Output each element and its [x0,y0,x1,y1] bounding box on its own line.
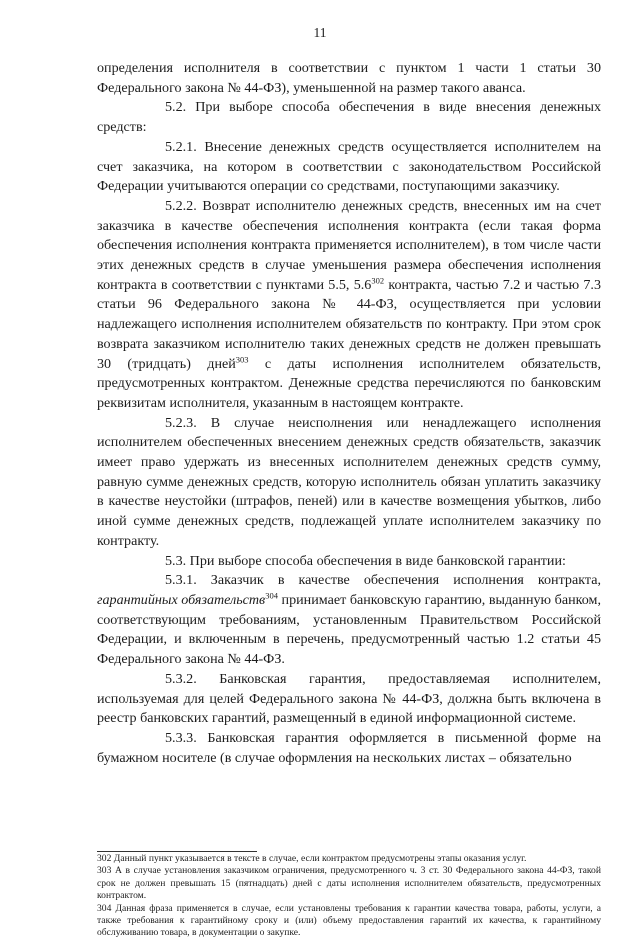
footnote-ref-303: 303 [235,353,249,364]
paragraph-5-3-2: 5.3.2. Банковская гарантия, предоставляемая исполнителем, используемая для целей Федерального закона № 44-ФЗ, должна быть включена в реестр банковских гарантий, размещенный в единой информационной системе. [97,670,601,727]
footnotes-block [97,853,601,940]
document-body [97,59,601,768]
footnote-ref-302: 302 [371,275,385,286]
paragraph-5-2-2-part-1: 5.2.2. Возврат исполнителю денежных средств, внесенных им на счет заказчика в качестве обеспечения исполнения контракта (если такая форма обеспечения исполнения контракта применяется исполнителем), в том числе части этих денежных средств в случае уменьшения размера обеспечения исполнения контракта в соответствии с пунктами 5.5, 5.6 [97,197,601,293]
paragraph-5-2-2 [97,197,601,414]
paragraph-5-3-1-italic: гарантийных обязательств [97,591,266,608]
paragraph-5-2-3: 5.2.3. В случае неисполнения или ненадлежащего исполнения исполнителем обеспеченных внесением денежных средств обязательств, заказчик имеет право удержать из внесенных исполнителем денежных средств сумму, равную сумме денежных средств, которую исполнитель обязан уплатить заказчику в качестве неустойки (штрафов, пеней) или в качестве возмещения убытков, либо иной сумме денежных средств, подлежащей уплате исполнителем заказчику по контракту. [97,414,601,549]
paragraph-5-3-1 [97,571,601,670]
footnote-303: 303 А в случае установления заказчиком ограничения, предусмотренного ч. 3 ст. 30 Федерального закона 44-ФЗ, такой срок не должен превышать 15 (пятнадцать) дней с даты исполнения исполнителем обязательств, предусмотренных контрактом. [97,865,601,902]
footnote-302: 302 Данный пункт указывается в тексте в случае, если контрактом предусмотрены этапы оказания услуг. [97,853,527,864]
paragraph-5-3-1-part-2: принимает банковскую гарантию, выданную банком, соответствующим требованиям, установленным Правительством Российской Федерации, и включенным в перечень, предусмотренный частью 1.2 статьи 45 Федерального закона № 44-ФЗ. [97,591,601,668]
paragraph-5-2-1: 5.2.1. Внесение денежных средств осуществляется исполнителем на счет заказчика, на котором в соответствии с законодательством Российской Федерации учитываются операции со средствами, поступающими заказчику. [97,138,601,195]
paragraph-5-2-2-part-3: с даты исполнения исполнителем обязательств, предусмотренных контрактом. Денежные средства перечисляются по банковским реквизитам исполнителя, указанным в настоящем контракте. [97,355,601,411]
footnote-ref-304: 304 [265,590,278,601]
paragraph-5-2-2-part-2: контракта, частью 7.2 и частью 7.3 статьи 96 Федерального закона № 44-ФЗ, осуществляется при условии надлежащего исполнения исполнителем обязательств по контракту. При этом срок возврата заказчиком исполнителю таких денежных средств не должен превышать 30 (тридцать) дней [97,276,601,372]
footnote-separator [97,851,257,852]
footnote-304: 304 Данная фраза применяется в случае, если установлены требования к гарантии качества товара, работы, услуги, а также требования к гарантийному сроку и (или) объему предоставления гарантий их качества, к гарантийному обслуживанию товара, в документации о закупке. [97,902,601,939]
paragraph-5-3-1-part-1: 5.3.1. Заказчик в качестве обеспечения исполнения контракта, [165,572,601,589]
paragraph-5-3-3: 5.3.3. Банковская гарантия оформляется в письменной форме на бумажном носителе (в случае оформления на нескольких листах – обязательно [97,729,601,766]
paragraph-5-3: 5.3. При выборе способа обеспечения в виде банковской гарантии: [165,552,566,569]
paragraph-continuation: определения исполнителя в соответствии с пунктом 1 части 1 статьи 30 Федерального закона № 44-ФЗ), уменьшенной на размер такого аванса. [97,60,601,96]
paragraph-5-2: 5.2. При выборе способа обеспечения в виде внесения денежных средств: [97,99,601,136]
page-number: 11 [313,25,327,40]
